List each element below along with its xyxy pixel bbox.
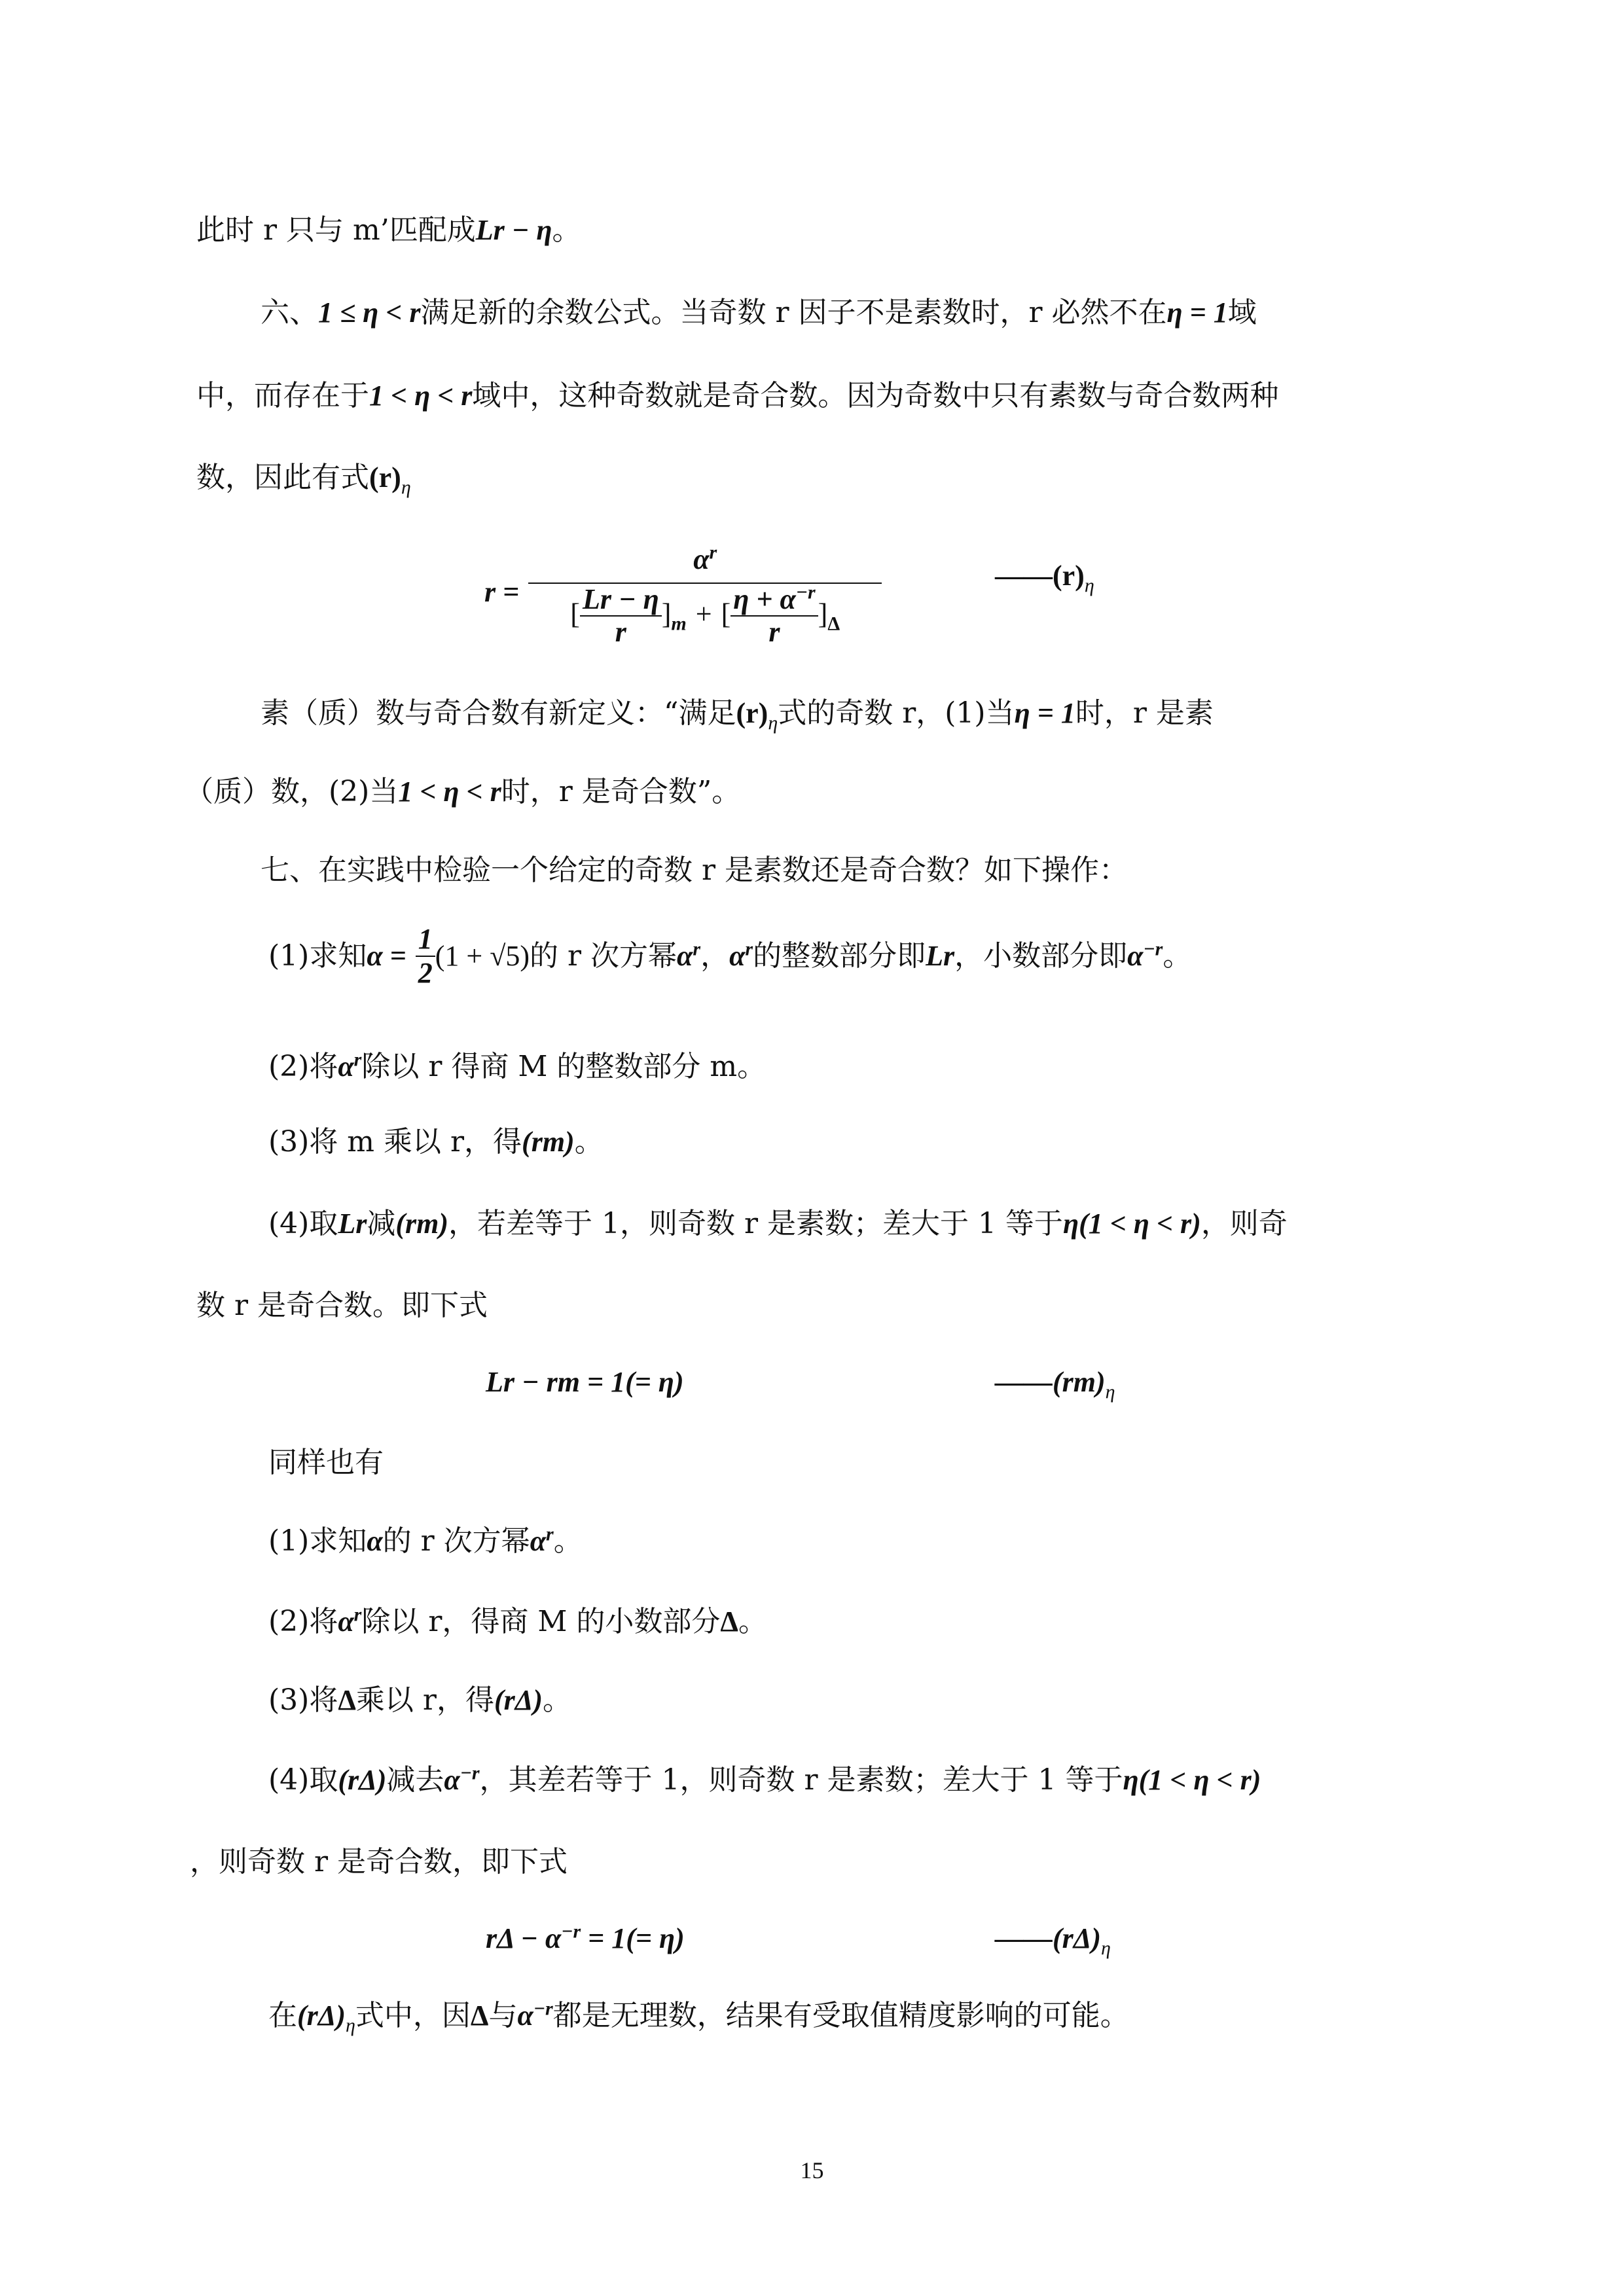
q4-c: ，其差若等于 1，则奇数 r 是素数；差大于 1 等于: [479, 1763, 1123, 1797]
last-c: 与: [488, 1999, 518, 2032]
step3-line: [268, 1122, 604, 1162]
q4-a: (4)取: [268, 1763, 338, 1797]
last-a: 在: [268, 1999, 297, 2032]
eq1-d2-den: r: [768, 616, 780, 648]
q4-math: (rΔ): [338, 1764, 387, 1796]
p1-alpha-r2-sup: r: [745, 938, 753, 960]
last-d: 都是无理数，结果有受取值精度影响的可能。: [552, 1999, 1129, 2032]
eq1-d2-num-sup: −r: [795, 581, 816, 603]
p1-alpha-neg: α: [1127, 940, 1144, 972]
eq3-tag: [995, 1919, 1111, 1958]
eq1-fraction: $\alpha^r$ [ $\frac{Lr - \eta}{r}$ ]$_m$ + [ $\frac{\eta + \alpha^{-r}}{r}$ ]$_\Delta$: [528, 537, 882, 648]
q1-alpha: α: [367, 1525, 383, 1557]
p3-a: (3)将 m 乘以 r，得: [268, 1125, 522, 1158]
q3-a: (3)将: [268, 1683, 338, 1717]
p1-e: ，小数部分即: [954, 939, 1128, 973]
equation-rdelta-eta: [486, 1919, 685, 1958]
q3-delta: Δ: [338, 1684, 356, 1716]
def-a: 素（质）数与奇合数有新定义：“满足: [261, 696, 736, 730]
s6-a: 六、: [261, 296, 318, 329]
def-e: 时，r 是奇合数”。: [501, 775, 741, 808]
p3-math: (rm): [522, 1126, 575, 1158]
q4-b: 减去: [386, 1763, 444, 1797]
p4-c: ，若差等于 1，则奇数 r 是素数；差大于 1 等于: [448, 1207, 1063, 1240]
final-line: [268, 1996, 1129, 2036]
eq2-tag: [995, 1363, 1115, 1402]
s6-f: 数，因此有式: [196, 461, 369, 494]
q3-math: (rΔ): [494, 1684, 543, 1716]
last-alpha-sup: −r: [533, 1998, 553, 2020]
def-math: η = 1: [1014, 697, 1075, 729]
last-alpha: α: [517, 2000, 533, 2032]
eq3-tag-sub: η: [1101, 1937, 1111, 1959]
step4-line2: [196, 1286, 488, 1325]
eq1-d1-sub: m: [671, 613, 687, 635]
q4-alpha: α: [444, 1764, 460, 1796]
eq1-tag-text: ——(r): [995, 560, 1085, 592]
s6-math3: 1 < η < r: [369, 380, 473, 412]
q1-alpha-r: α: [530, 1525, 547, 1557]
p1-frac: [416, 923, 435, 990]
p1-f: 。: [1163, 939, 1192, 973]
p4-math: η(1 < η < r): [1062, 1208, 1201, 1240]
step2-line: [268, 1047, 766, 1086]
eq1-tag-sub: η: [1084, 574, 1094, 596]
def-math2: 1 < η < r: [398, 776, 501, 808]
p2-a: (2)将: [268, 1050, 338, 1083]
q2-a: (2)将: [268, 1605, 338, 1638]
eq3-a: rΔ − α: [486, 1922, 562, 1954]
eq1-num: α: [693, 543, 710, 575]
q1-a: (1)求知: [268, 1524, 367, 1558]
p1-c: ，: [700, 939, 730, 973]
line1-end: 。: [552, 213, 581, 247]
q4-d: ，则奇数 r 是奇合数，即下式: [190, 1845, 568, 1878]
p4-lr: Lr: [338, 1208, 367, 1240]
q2-b: 除以 r，得商 M 的小数部分: [361, 1605, 721, 1638]
eq1-sub-frac-1: [580, 584, 662, 648]
p2-alpha-sup: r: [353, 1049, 362, 1071]
eq1-d2-num: η + α: [733, 583, 796, 615]
alt-step4-line2: [190, 1842, 568, 1882]
step1-line: [268, 923, 1191, 1001]
definition-line1: [261, 694, 1214, 733]
eq1-d1-den: r: [615, 616, 626, 648]
s6-math: 1 ≤ η < r: [318, 296, 421, 329]
p1-alpha-r-sup: r: [693, 938, 701, 960]
eq1-plus: +: [695, 598, 712, 630]
q3-b: 乘以 r，得: [355, 1683, 494, 1717]
last-delta: Δ: [470, 2000, 489, 2032]
def-ref-sub: η: [768, 711, 778, 734]
s6-d: 中，而存在于: [196, 379, 369, 412]
eq1-tag: [995, 556, 1094, 596]
section6-line2: [196, 376, 1278, 416]
eq1-sub-frac-2: [731, 581, 818, 648]
def-c: 时，r 是素: [1075, 696, 1214, 730]
p1-alpha-neg-sup: −r: [1143, 938, 1163, 960]
text-line-1: [196, 211, 581, 250]
p3-end: 。: [574, 1125, 604, 1158]
eq1-d2-sub: Δ: [827, 613, 840, 635]
q2-delta: Δ: [720, 1605, 738, 1638]
p1-alpha-r: α: [677, 940, 693, 972]
q1-b: 的 r 次方幂: [382, 1524, 530, 1558]
p4-e: 数 r 是奇合数。即下式: [196, 1289, 488, 1322]
p1-paren: (1 + √5): [435, 940, 530, 972]
eq2-tag-sub: η: [1105, 1380, 1115, 1403]
last-ref: (rΔ): [297, 2000, 346, 2032]
s6-ref-sub: η: [401, 476, 411, 498]
p4-a: (4)取: [268, 1207, 338, 1240]
step4-line1: [268, 1204, 1288, 1244]
q1-end: 。: [553, 1524, 583, 1558]
last-ref-sub: η: [346, 2014, 355, 2036]
equation-r-eta: [484, 537, 882, 668]
section6-line3: [196, 458, 411, 497]
p1-lr: Lr: [926, 940, 955, 972]
def-b: 式的奇数 r，(1)当: [778, 696, 1015, 730]
eq3-b: = 1(= η): [581, 1922, 685, 1954]
line1-math: Lr − η: [475, 214, 552, 246]
alt-step1: [268, 1522, 583, 1561]
p1-alpha: α =: [367, 940, 406, 972]
eq2-text: Lr − rm = 1(= η): [486, 1366, 684, 1398]
q2-alpha-sup: r: [353, 1604, 362, 1626]
s6-ref: (r): [369, 461, 401, 493]
p1-frac-den: 2: [418, 957, 433, 989]
eq3-sup: −r: [561, 1920, 581, 1943]
section7-heading: [261, 851, 1128, 890]
page-number: 15: [800, 2157, 824, 2183]
s6-e: 域中，这种奇数就是奇合数。因为奇数中只有素数与奇合数两种: [472, 379, 1279, 412]
same-text: 同样也有: [268, 1446, 384, 1479]
definition-line2: [185, 772, 740, 812]
q4-alpha-sup: −r: [460, 1762, 480, 1784]
p4-d: ，则奇: [1200, 1207, 1288, 1240]
eq1-d1-num: Lr − η: [582, 583, 659, 615]
alt-step3: [268, 1681, 571, 1720]
eq3-tag-text: ——(rΔ): [995, 1922, 1102, 1954]
line1-text: 此时 r 只与 m’匹配成: [196, 213, 476, 247]
q1-alpha-r-sup: r: [546, 1523, 554, 1545]
last-b: 式中，因: [355, 1999, 471, 2032]
p1-b: 的 r 次方幂: [530, 939, 677, 973]
s6-math2: η = 1: [1166, 296, 1228, 329]
def-d: （质）数，(2)当: [185, 775, 399, 808]
q4-math2: η(1 < η < r): [1123, 1764, 1261, 1796]
s6-b: 满足新的余数公式。当奇数 r 因子不是素数时，r 必然不在: [420, 296, 1167, 329]
p2-alpha: α: [338, 1050, 354, 1083]
p2-b: 除以 r 得商 M 的整数部分 m。: [361, 1050, 767, 1083]
section6-line1: [261, 293, 1257, 332]
p1-alpha-r2: α: [729, 940, 746, 972]
p1-d: 的整数部分即: [753, 939, 926, 973]
equation-rm-eta: [486, 1363, 684, 1402]
q2-end: 。: [738, 1605, 767, 1638]
eq1-num-sup: r: [709, 541, 717, 564]
alt-step2: [268, 1602, 767, 1641]
def-ref: (r): [736, 697, 768, 729]
s7-text: 七、在实践中检验一个给定的奇数 r 是素数还是奇合数？如下操作：: [261, 853, 1128, 887]
eq1-lhs: r =: [484, 576, 520, 608]
p4-rm: (rm): [395, 1208, 448, 1240]
q2-alpha: α: [338, 1605, 354, 1638]
same-line: [268, 1443, 384, 1482]
eq2-tag-text: ——(rm): [995, 1366, 1106, 1398]
p4-b: 减: [367, 1207, 396, 1240]
alt-step4-line1: [268, 1761, 1261, 1800]
p1-frac-num: 1: [418, 923, 433, 955]
s6-c: 域: [1227, 296, 1257, 329]
p1-a: (1)求知: [268, 939, 367, 973]
q3-end: 。: [542, 1683, 571, 1717]
